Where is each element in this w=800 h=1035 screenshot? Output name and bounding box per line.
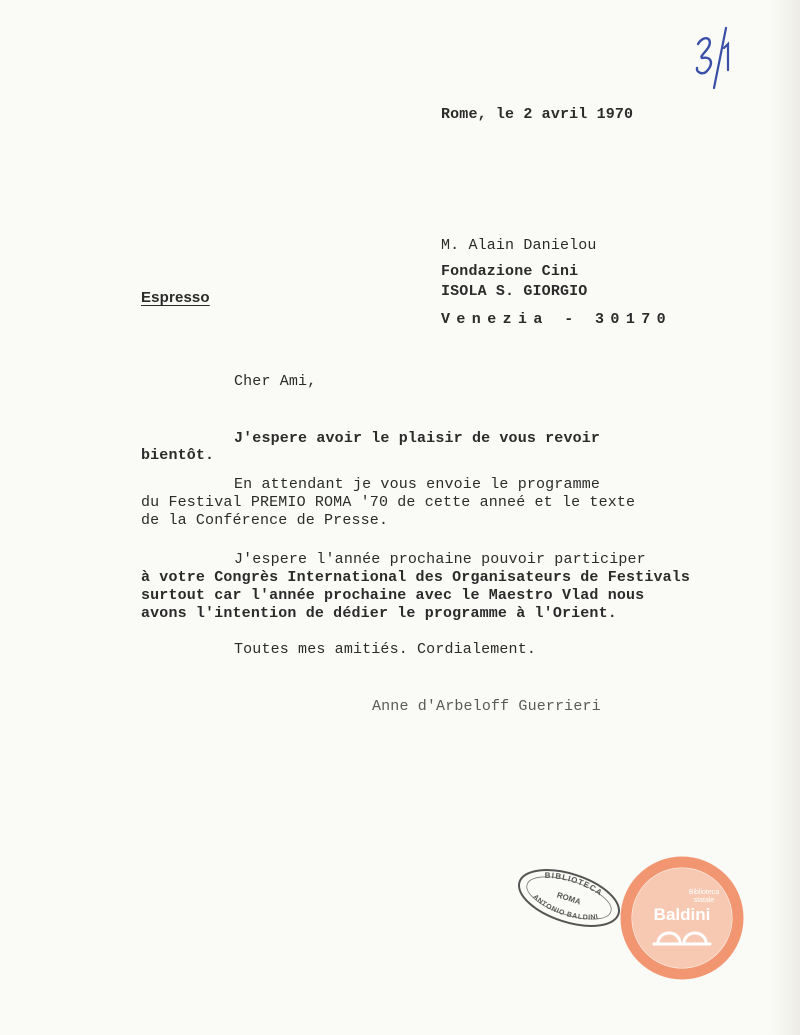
recipient-address: ISOLA S. GIORGIO bbox=[441, 283, 588, 300]
baldini-logo bbox=[618, 854, 746, 982]
stamp-line-bottom: ANTONIO BALDINI bbox=[531, 893, 600, 922]
logo-caption-line-2: statale bbox=[693, 897, 715, 904]
logo-caption-line-1: Biblioteca bbox=[688, 889, 720, 896]
paragraph-2-line-1: En attendant je vous envoie le programme bbox=[234, 476, 601, 493]
stamp-line-top: BIBLIOTECA bbox=[544, 870, 605, 898]
signature: Anne d'Arbeloff Guerrieri bbox=[372, 698, 601, 715]
paragraph-1-line-2: bientôt. bbox=[141, 447, 215, 464]
svg-text:BIBLIOTECA bbox=[542, 866, 606, 898]
archive-stamp bbox=[510, 860, 628, 936]
logo-name: Baldini bbox=[653, 905, 711, 924]
recipient-org: Fondazione Cini bbox=[441, 263, 579, 280]
paragraph-1-line-1: J'espere avoir le plaisir de vous revoir bbox=[234, 430, 601, 447]
recipient-city: Venezia - 30170 bbox=[441, 311, 673, 328]
folio-mark bbox=[690, 22, 738, 94]
paragraph-2-line-2: du Festival PREMIO ROMA '70 de cette anneé et le texte bbox=[141, 494, 636, 511]
delivery-mode: Espresso bbox=[141, 289, 210, 306]
recipient-name: M. Alain Danielou bbox=[441, 237, 597, 254]
paragraph-3-line-4: avons l'intention de dédier le programme à l'Orient. bbox=[141, 605, 617, 622]
paragraph-3-line-1: J'espere l'année prochaine pouvoir participer bbox=[234, 551, 646, 568]
date-line: Rome, le 2 avril 1970 bbox=[441, 106, 634, 123]
paragraph-3-line-2: à votre Congrès International des Organisateurs de Festivals bbox=[141, 569, 691, 586]
closing: Toutes mes amitiés. Cordialement. bbox=[234, 641, 536, 658]
paragraph-2-line-3: de la Conférence de Presse. bbox=[141, 512, 389, 529]
paragraph-3-line-3: surtout car l'année prochaine avec le Maestro Vlad nous bbox=[141, 587, 645, 604]
stamp-line-center: ROMA bbox=[555, 890, 582, 907]
salutation: Cher Ami, bbox=[234, 373, 317, 390]
